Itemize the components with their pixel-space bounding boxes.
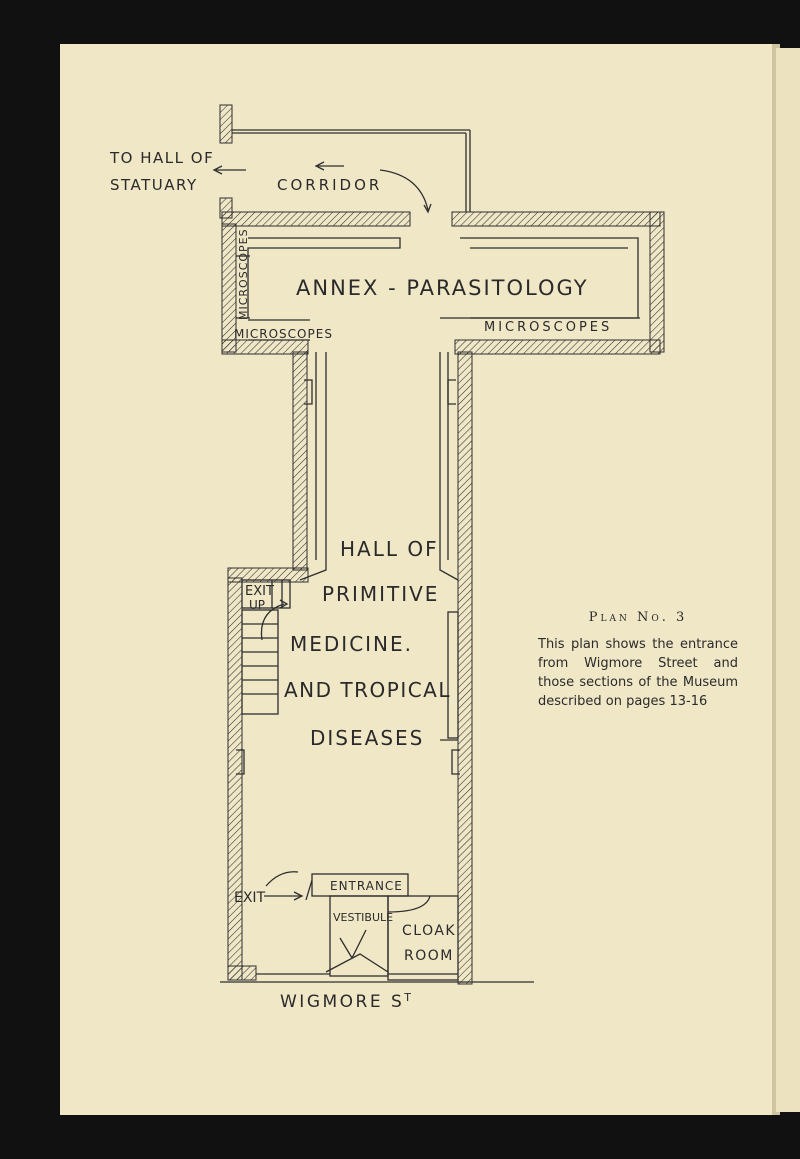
- hall-label-line3: MEDICINE.: [290, 632, 414, 656]
- plan-title: Plan No. 3: [588, 610, 688, 625]
- hall-label-line1: HALL OF: [340, 537, 439, 561]
- annex-label: ANNEX - PARASITOLOGY: [296, 276, 589, 300]
- microscopes-right-label: MICROSCOPES: [484, 320, 613, 335]
- exit-bottom-label: EXIT: [234, 890, 266, 906]
- exit-up-label-line2: UP: [249, 598, 266, 612]
- microscopes-vertical-label: MICROSCOPES: [237, 228, 250, 320]
- plan-description: This plan shows the entrance from Wigmore Street and those sections of the Museum described on pages 13-16: [538, 637, 738, 709]
- hall-label-line2: PRIMITIVE: [322, 582, 440, 606]
- vestibule-label: VESTIBULE: [333, 911, 394, 924]
- plan-caption: [538, 610, 738, 711]
- hall-label-line5: DISEASES: [310, 726, 425, 750]
- entrance-label: ENTRANCE: [330, 879, 403, 893]
- hall-label-line4: AND TROPICAL: [284, 678, 452, 702]
- street-label: [280, 991, 414, 1012]
- exit-up-label-line1: EXIT: [245, 584, 274, 599]
- walls: [220, 105, 664, 984]
- street-name: WIGMORE S: [280, 992, 405, 1012]
- to-hall-label-line1: TO HALL OF: [110, 149, 215, 167]
- street-suffix: T: [404, 991, 414, 1004]
- cloak-label-line2: ROOM: [404, 948, 454, 964]
- to-hall-label-line2: STATUARY: [110, 176, 198, 194]
- corridor-label: CORRIDOR: [277, 176, 383, 194]
- cloak-label-line1: CLOAK: [402, 923, 457, 939]
- microscopes-left-label: MICROSCOPES: [234, 327, 333, 341]
